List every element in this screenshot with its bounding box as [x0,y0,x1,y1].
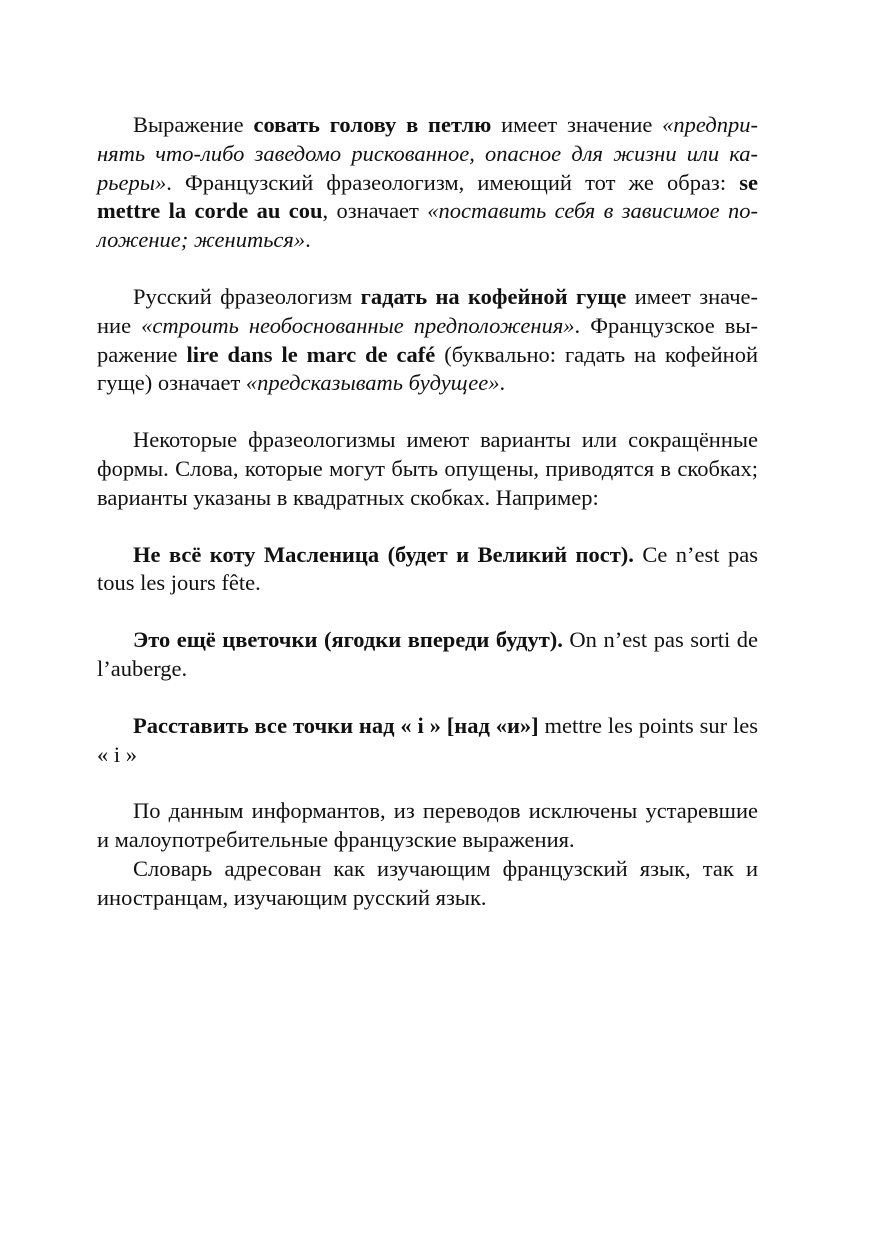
example-fr: On n’est pas sorti de l’auberge. [97,627,758,681]
paragraph-variants [97,426,758,512]
meaning-ru: «строить необоснованные предположения» [141,312,575,338]
example-tsvetochki [97,626,758,684]
phrase-fr: lire dans le marc de café [186,341,436,367]
meaning-ru: «предпринять что-либо заведомо рискованное, опасное для жизни или карьеры» [97,112,758,195]
meaning-fr: «предсказывать будущее» [245,370,500,396]
text-run: имеет значение [97,283,759,338]
example-maslenitsa [97,541,758,599]
phrase-ru: гадать на кофейной гуще [360,283,627,309]
example-fr: Ce n’est pas tous les jours fête. [97,541,758,596]
text-run: Русский фразеологизм [133,283,361,309]
text-run: Словарь адресован как изучающим французский язык, так и иностранцам, изучающим русский язык. [97,855,758,910]
phrase-fr: se mettre la corde au cou [97,169,758,224]
paragraph-kofeinaya-gushcha [97,283,758,398]
paragraph-informants [97,797,758,855]
text-run: . [499,370,506,396]
phrase-ru: совать голову в петлю [253,112,492,137]
text-run: Некоторые фразеологизмы имеют варианты или сокращённые формы. Слова, которые могут быть опущены, приводятся в скобках; варианты указаны в квадратных скобках. Например: [97,427,758,510]
text-run: имеет значение [491,112,663,137]
example-ru: Расставить все точки над « i » [над «и»] [133,712,539,738]
text-run: . Французское выражение [97,312,758,367]
text-run: По данным информантов, из переводов исключены устаревшие и малоупотребительные французские выражения. [97,798,758,853]
text-run: . Французский фразеологизм, имеющий тот же образ: [166,169,740,195]
text-run: (буквально: гадать на кофейной гуще) означает [97,341,758,396]
text-run: . [305,227,311,253]
meaning-fr: «поставить себя в зависимое положение; жениться» [97,198,758,253]
example-ru: Это ещё цветочки (ягодки впереди будут). [133,627,563,653]
example-ru: Не всё коту Масленица (будет и Великий пост). [133,541,634,567]
example-fr: mettre les points sur les « i » [97,712,759,767]
paragraph-sovat-golovu [97,111,758,255]
paragraph-audience [97,855,758,913]
text-run: Выражение [133,112,254,137]
example-tochki [97,712,758,770]
text-run: , означает [322,198,428,224]
